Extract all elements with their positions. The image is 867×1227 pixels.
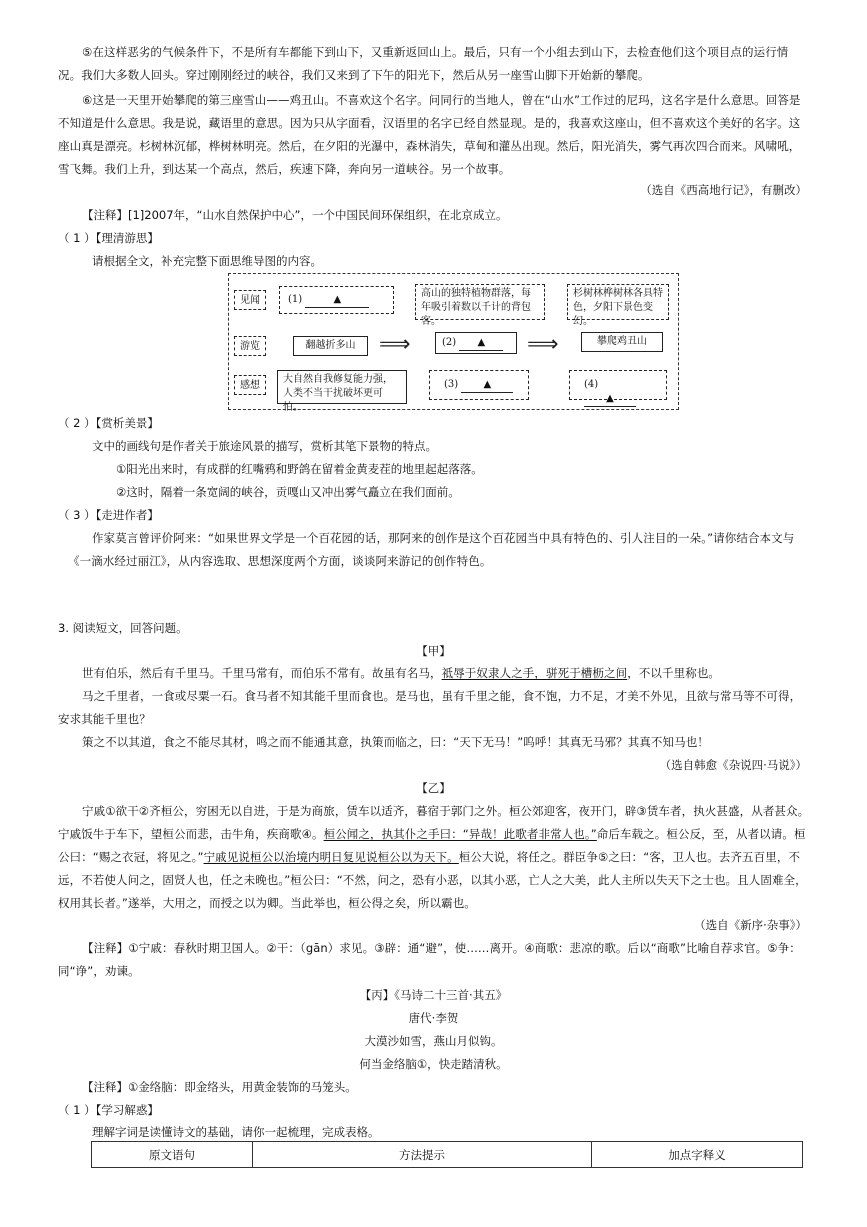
- row-label-jianwen: 见闻: [234, 290, 266, 310]
- row-label-youlan: 游览: [234, 336, 266, 356]
- top-right-box: 杉树林桦树林各具特色，夕阳下景色变幻。: [567, 284, 669, 320]
- blank-line-1: [305, 293, 369, 308]
- blank-number-3: (3): [444, 379, 459, 390]
- yi-source: （选自《新序·杂事》）: [694, 918, 807, 932]
- blank-box-1: [279, 286, 394, 314]
- jia-underlined-text: 祗辱于奴隶人之手，骈死于槽枥之间: [441, 666, 628, 680]
- answer-table: [91, 1141, 803, 1168]
- jia-paragraph-3: 策之不以其道，食之不能尽其材，鸣之而不能通其意，执策而临之，曰：“天下无马！”呜呼！其真无马邪？其真不知马也！: [82, 735, 709, 749]
- arrow-right-icon: ⟹: [527, 332, 559, 357]
- table-header-row: [92, 1142, 803, 1168]
- q2-sentence-2: ②这时，隔着一条宽阔的峡谷，贡嘎山又冲出雾气矗立在我们面前。: [116, 485, 460, 499]
- mid-left-box: 翻越折多山: [293, 336, 368, 356]
- yi-heading: 【乙】: [416, 781, 451, 795]
- jia-text: 世有伯乐，然后有千里马。千里马常有，而伯乐不常有。故虽有名马，: [82, 666, 442, 680]
- bing-note: 【注释】①金络脑：即金络头，用黄金装饰的马笼头。: [82, 1080, 357, 1094]
- yi-underlined-text-1: 桓公闻之，执其仆之手曰：“异哉！此歌者非常人也。”: [323, 827, 597, 841]
- mid-right-box: 攀爬鸡丑山: [581, 332, 663, 352]
- blank-line-3: [461, 378, 513, 393]
- table-header-cell: 加点字释义: [592, 1142, 803, 1168]
- yi-paragraph: [58, 800, 810, 915]
- arrow-right-icon: ⟹: [379, 332, 411, 357]
- table-header-cell: 原文语句: [92, 1142, 253, 1168]
- q1-label: （ 1 ）【理清游思】: [58, 231, 159, 245]
- table-header-cell: 方法提示: [253, 1142, 592, 1168]
- top-mid-box: 高山的独特植物群落，每年吸引着数以千计的背包客。: [415, 284, 545, 320]
- passage-source: （选自《西高地行记》，有删改）: [640, 183, 807, 197]
- yi-text: 桓公大说，将任之。群臣争⑤之曰：“客，卫人也。去齐五百里，不远，不若使人问之，固贤人也，任之未晚也。”桓公曰：“不然，问之，恐有小恶，以其小恶，亡人之大美，此人主所以失天下之士也。且人固难全，权用其长者。”遂举，大用之，而授之以为卿。当此举也，桓公得之矣，所以霸也。: [58, 850, 807, 910]
- bing-line-1: 大漠沙如雪，燕山月似钩。: [364, 1034, 503, 1048]
- q2-label: （ 2 ）【赏析美景】: [58, 416, 159, 430]
- triangle-icon: ▲: [477, 337, 486, 348]
- q1-prompt: 请根据全文，补充完整下面思维导图的内容。: [92, 254, 322, 268]
- jia-paragraph-1: [58, 662, 810, 685]
- bing-author: 唐代·李贺: [408, 1011, 459, 1025]
- yi-underlined-text-2: 宁戚见说桓公以治境内明日复见说桓公以为天下。: [203, 850, 459, 864]
- triangle-icon: ▲: [333, 294, 342, 305]
- yi-text: 命后车载之。桓公反，至，从者以请。桓公曰：“赐之衣冠，将见之。”: [58, 827, 806, 864]
- blank-number-2: (2): [442, 337, 457, 348]
- yi-text: 宁戚①欲干②齐桓公，穷困无以自进，于是为商旅，赁车以适齐，暮宿于郭门之外。桓公郊迎客，夜开门，辟③赁车者，执火甚盛，从者甚众。宁戚饭牛于车下，望桓公而悲，击牛角，疾商歌④。: [58, 804, 810, 841]
- bing-heading: 【丙】《马诗二十三首·其五》: [359, 988, 508, 1002]
- triangle-icon: ▲: [483, 379, 492, 390]
- passage-note: 【注释】[1]2007年，“山水自然保护中心”，一个中国民间环保组织，在北京成立。: [82, 208, 508, 222]
- blank-line-2: [459, 336, 503, 351]
- blank-box-4: [569, 370, 667, 404]
- row-label-ganxiang: 感想: [234, 375, 266, 395]
- s3-q1-prompt: 理解字词是读懂诗文的基础，请你一起梳理，完成表格。: [92, 1125, 380, 1139]
- jia-source: （选自韩愈《杂说四·马说》）: [659, 758, 807, 772]
- blank-box-3: [429, 370, 529, 400]
- paragraph-5: ⑤在这样恶劣的气候条件下，不是所有车都能下到山下，又重新返回山上。最后，只有一个小组去到山下，去检查他们这个项目点的运行情况。我们大多数人回头。穿过刚刚经过的峡谷，我们又来到了下午的阳光下，然后从另一座雪山脚下开始新的攀爬。: [58, 45, 789, 82]
- mind-map: [228, 273, 679, 413]
- q2-prompt: 文中的画线句是作者关于旅途风景的描写，赏析其笔下景物的特点。: [92, 439, 437, 453]
- blank-number-1: (1): [288, 294, 303, 305]
- paragraph-6: ⑥这是一天里开始攀爬的第三座雪山——鸡丑山。不喜欢这个名字。问同行的当地人，曾在“山水”工作过的尼玛，这名字是什么意思。回答是不知道是什么意思。我是说，藏语里的意思。因为只从字面看，汉语里的名字已经自然显现。是的，我喜欢这座山，但不喜欢这个美好的名字。这座山真是漂亮。杉树林沉郁，桦树林明亮。然后，在夕阳的光瀑中，森林消失，草甸和灌丛出现。然后，阳光消失，雾气再次四合而来。风啸吼，雪飞舞。我们上升，到达某一个高点，然后，疾速下降，奔向另一道峡谷。另一个故事。: [58, 93, 801, 176]
- bing-line-2: 何当金络脑①，快走踏清秋。: [359, 1057, 508, 1071]
- blank-line-4: [584, 392, 636, 407]
- jia-heading: 【甲】: [416, 644, 451, 658]
- bottom-left-box: 大自然自我修复能力强，人类不当干扰破坏更可怕。: [277, 370, 407, 404]
- yi-note: 【注释】①宁戚：春秋时期卫国人。②干：（gān）求见。③辟：通“避”，使……离开。④商歌：悲凉的歌。后以“商歌”比喻自荐求官。⑤争：同“诤”，劝谏。: [58, 941, 801, 978]
- triangle-icon: ▲: [606, 393, 614, 404]
- q3-label: （ 3 ）【走进作者】: [58, 508, 159, 522]
- blank-number-4: (4): [584, 379, 599, 390]
- q3-prompt: 作家莫言曾评价阿来：“如果世界文学是一个百花园的话，那阿来的创作是这个百花园当中具有特色的、引人注目的一朵。”请你结合本文与《一滴水经过丽江》，从内容选取、思想深度两个方面，谈谈阿来游记的创作特色。: [68, 531, 795, 568]
- section3-title: 3. 阅读短文，回答问题。: [58, 621, 188, 635]
- jia-text: ，不以千里称也。: [627, 666, 721, 680]
- jia-paragraph-2: 马之千里者，一食或尽粟一石。食马者不知其能千里而食也。是马也，虽有千里之能，食不饱，力不足，才美不外见，且欲与常马等不可得，安求其能千里也？: [58, 689, 802, 726]
- s3-q1-label: （ 1 ）【学习解惑】: [58, 1103, 159, 1117]
- blank-box-2: [435, 332, 517, 354]
- q2-sentence-1: ①阳光出来时，有成群的红嘴鸦和野鸽在留着金黄麦茬的地里起起落落。: [116, 462, 483, 476]
